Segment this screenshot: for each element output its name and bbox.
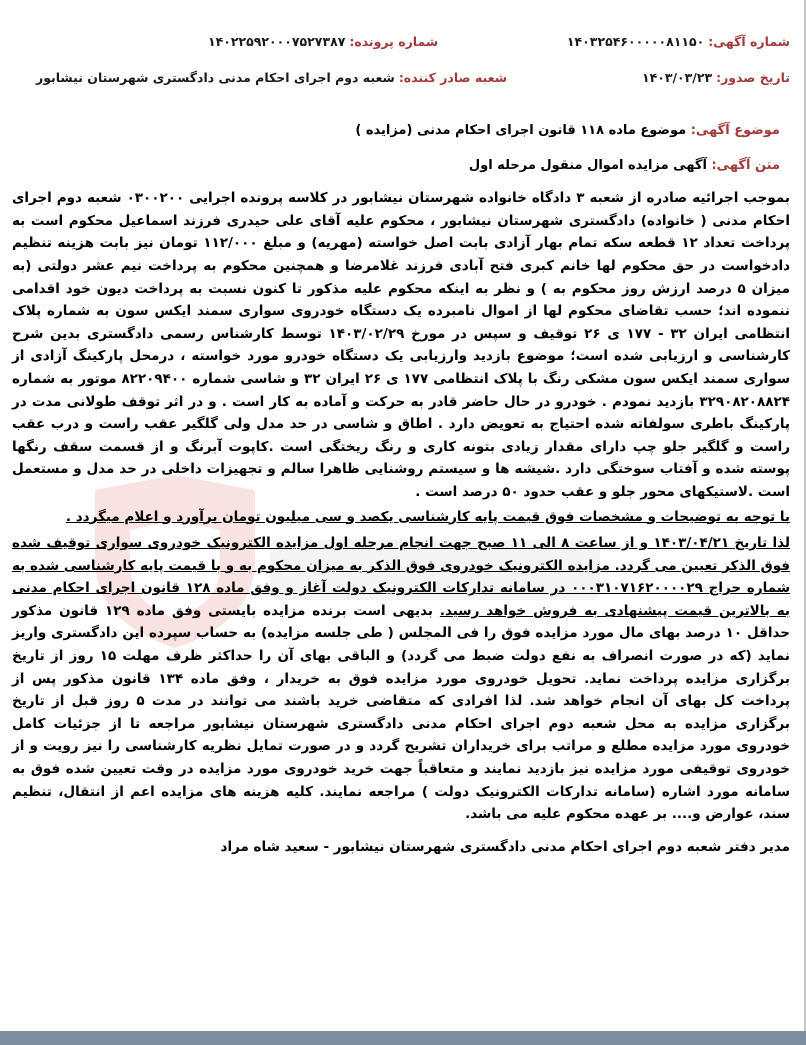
auction-date-text: لذا تاریخ ۱۴۰۳/۰۴/۲۱ و از ساعت ۸ الی ۱۱ صبح جهت انجام مرحله اول مزایده الکترونیک خودروی سواری توقیف شده فوق الذکر تعیین می گردد. مزایده الکترونیک خودروی فوق الذکر به میزان محکوم به و با قیمت پایه کارشناسی شده به شماره حراج ۰۰۰۳۱۰۷۱۶۲۰۰۰۰۲۹ در سامانه تدارکات الکترونیک دولت آغاز و وفق ماده ۱۲۸ قانون اجرای احکام مدنی به بالاترین قیمت پیشنهادی به فروش خواهد رسید. <box>12 535 791 619</box>
subject-line <box>12 120 780 143</box>
text-title-line <box>12 155 780 178</box>
body-paragraph-3 <box>12 532 790 826</box>
auction-terms-text: بدیهی است برنده مزایده بایستی وفق ماده ۱۲۹ قانون مذکور حداقل ۱۰ درصد بهای مال مورد مزایده فوق را فی المجلس ( طی جلسه مزایده) به حساب سپرده این دادگستری واریز نماید (که در صورت انصراف به نفع دولت ضبط می گردد) و الباقی بهای آن را حداکثر ظرف مهلت ۱۵ روز از تاریخ برگزاری مزایده پرداخت نماید. تحویل خودروی مورد مزایده فوق به خریدار ، وفق ماده ۱۳۴ قانون مذکور پس از پرداخت کل بهای آن انجام خواهد شد. لذا افرادی که متقاضی خرید باشند می توانند در مدت ۵ روز قبل از تاریخ برگزاری مزایده به محل شعبه دوم اجرای احکام مدنی دادگستری شهرستان نیشابور مراجعه تا از جزئیات کامل خودروی مورد مزایده مطلع و مراتب برای خریداران تشریح گردد و در صورت تمایل نظریه کارشناسی را نیز رویت و از خودروی توقیفی مورد مزایده نیز بازدید نمایند و متعاقباً جهت خرید خودروی مورد مزایده در وقت تعیین شده فوق به سامانه مورد اشاره (سامانه تدارکات الکترونیک دولت ) مراجعه نمایند. کلیه هزینه های مزایده اعم از انتقال، تنظیم سند، عوارض و.... بر عهده محکوم علیه می باشد. <box>12 602 791 823</box>
case-number: ۱۴۰۲۲۵۹۲۰۰۰۷۵۲۷۳۸۷ <box>208 34 346 49</box>
issue-date-row <box>642 70 790 85</box>
issuer-label: شعبه صادر کننده: <box>398 70 508 85</box>
body-paragraph-2: با توجه به توضیحات و مشخصات فوق قیمت پایه کارشناسی یکصد و سی میلیون تومان برآورد و اعلام میگردد . <box>65 508 790 525</box>
text-title: آگهی مزایده اموال منقول مرحله اول <box>468 157 707 173</box>
issuer: شعبه دوم اجرای احکام مدنی دادگستری شهرستان نیشابور <box>36 70 395 85</box>
subject-label: موضوع آگهی: <box>690 123 780 138</box>
notice-number-label: شماره آگهی: <box>708 34 790 49</box>
bottom-strip <box>0 1031 806 1045</box>
issuer-row <box>36 70 507 85</box>
notice-number: ۱۴۰۳۲۵۴۶۰۰۰۰۰۸۱۱۵۰ <box>566 34 705 49</box>
case-number-row <box>208 34 438 49</box>
subject-text: موضوع ماده ۱۱۸ قانون اجرای احکام مدنی (مزایده ) <box>355 123 687 138</box>
notice-number-row <box>567 34 790 49</box>
body-paragraph-1: بموجب اجرائیه صادره از شعبه ۳ دادگاه خانواده شهرستان نیشابور در کلاسه پرونده اجرایی ۰۳۰۰۲۰۰ شعبه دوم اجرای احکام مدنی ( خانواده) دادگستری شهرستان نیشابور ، محکوم علیه آقای علی حیدری فرزند اسماعیل محکوم است به پرداخت تعداد ۱۲ قطعه سکه تمام بهار آزادی بابت اصل خواسته (مهریه) و مبلغ ۱۱۲/۰۰۰ تومان نیز بابت هزینه تنظیم دادخواست در حق محکوم لها خانم کبری فتح آبادی فرزند غلامرضا و همچنین محکوم به پرداخت نیم عشر دولتی (به میزان ۵ درصد ارزش روز محکوم به ) و نظر به اینکه محکوم علیه مذکور تا کنون نسبت به پرداخت دیون خود اقدامی ننموده اند؛ حسب تقاضای محکوم لها از اموال نامبرده یک دستگاه خودروی سواری سمند ایکس سون به شماره پلاک انتظامی ایران ۳۲ - ۱۷۷ ی ۲۶ توقیف و سپس در مورخ ۱۴۰۳/۰۲/۲۹ توسط کارشناس رسمی دادگستری بدین شرح کارشناسی و ارزیابی شده است؛ موضوع بازدید وارزیابی یک دستگاه خودرو مورد خواسته ، درمحل پارکینگ آزادی از سواری سمند ایکس سون مشکی رنگ با پلاک انتظامی ۱۷۷ ی ۲۶ ایران ۳۲ و شاسی شماره ۸۲۲۰۹۴۰۰ موتور به شماره ۳۲۹۰۸۲۰۸۸۲۴ بازدید نمودم . خودرو در حال حاضر قادر به حرکت و آماده به کار است . و در اثر توقف طولانی مدت در پارکینگ باطری سولفاته شده احتیاج به تعویض دارد . اطاق و شاسی در حد مدل ولی گلگیر عقب راست و درب عقب راست و گلگیر جلو چپ دارای مقدار زیادی بتونه کاری و رنگ ریختگی است .کاپوت آبرنگ و از قسمت سقف رنگها پوسته شده و آفتاب سوختگی دارد .شیشه ها و سیستم روشنایی ظاهرا سالم و تجهیزات داخلی در حد مدل و مستعمل است .لاستیکهای محور جلو و عقب حدود ۵۰ درصد است . <box>12 190 791 500</box>
notice-content <box>12 120 790 858</box>
issue-date-label: تاریخ صدور: <box>716 70 790 85</box>
case-number-label: شماره پرونده: <box>349 34 439 49</box>
issue-date: ۱۴۰۳/۰۳/۲۳ <box>641 70 713 85</box>
text-label: متن آگهی: <box>711 157 780 173</box>
signature: مدیر دفتر شعبه دوم اجرای احکام مدنی دادگستری شهرستان نیشابور - سعید شاه مراد <box>220 838 790 855</box>
notice-header <box>0 0 806 110</box>
